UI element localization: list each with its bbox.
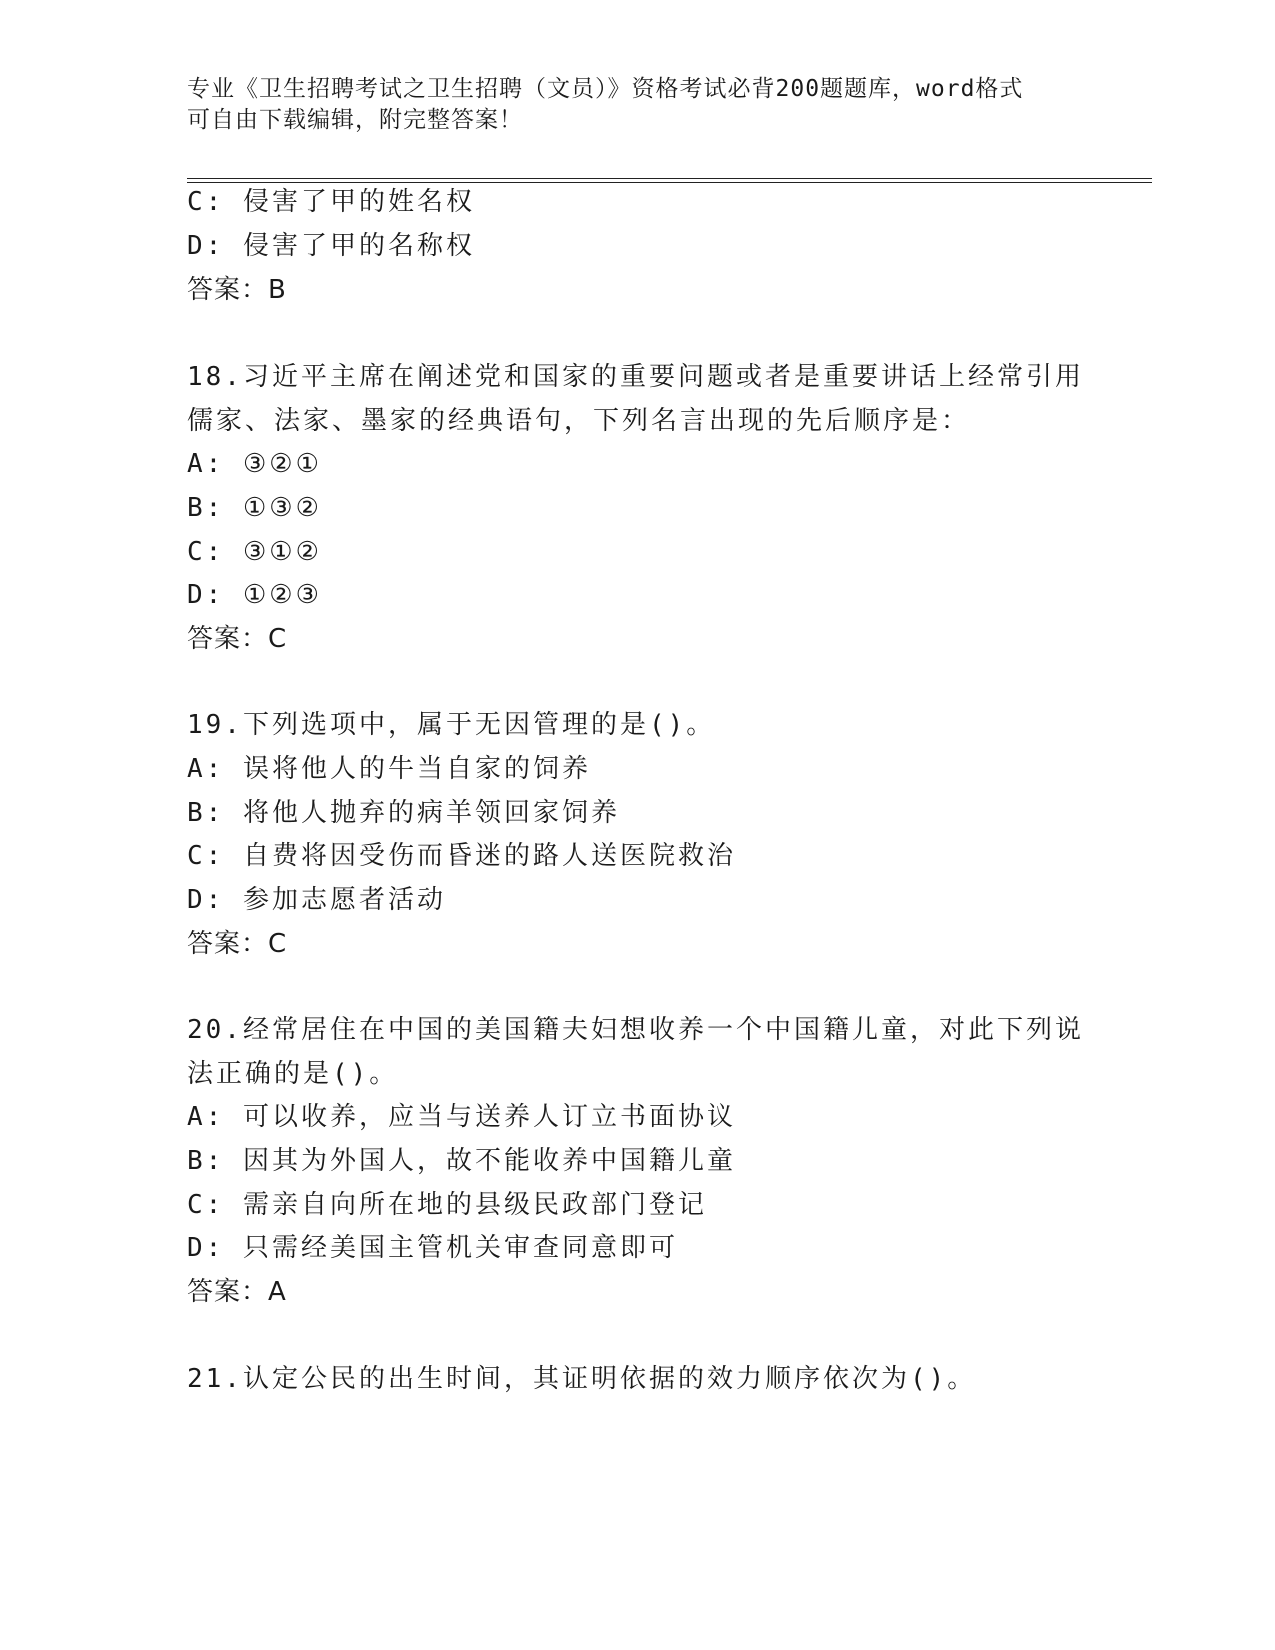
question-18-option-b: B: ①③②	[187, 493, 322, 523]
document-header	[187, 74, 1087, 136]
option-d: D: 侵害了甲的名称权	[187, 231, 475, 261]
question-18-option-d: D: ①②③	[187, 580, 322, 610]
question-20-stem-1: 20.经常居住在中国的美国籍夫妇想收养一个中国籍儿童，对此下列说	[187, 1015, 1084, 1045]
question-18-option-a: A: ③②①	[187, 449, 322, 479]
question-20-option-b: B: 因其为外国人，故不能收养中国籍儿童	[187, 1146, 736, 1176]
header-divider-top	[187, 178, 1152, 179]
question-19-option-a: A: 误将他人的牛当自家的饲养	[187, 754, 591, 784]
question-20-option-d: D: 只需经美国主管机关审查同意即可	[187, 1233, 678, 1263]
question-18-option-c: C: ③①②	[187, 537, 322, 567]
question-20-option-a: A: 可以收养，应当与送养人订立书面协议	[187, 1102, 736, 1132]
question-19-option-b: B: 将他人抛弃的病羊领回家饲养	[187, 798, 620, 828]
question-19-option-d: D: 参加志愿者活动	[187, 885, 446, 915]
question-19-answer: 答案：C	[187, 929, 288, 959]
header-divider-bottom	[187, 182, 1152, 183]
question-21-stem-1: 21.认定公民的出生时间，其证明依据的效力顺序依次为()。	[187, 1364, 977, 1394]
header-line-2: 可自由下载编辑，附完整答案！	[187, 107, 523, 133]
question-18-answer: 答案：C	[187, 624, 288, 654]
answer-line: 答案：B	[187, 275, 287, 305]
question-18-stem-2: 儒家、法家、墨家的经典语句，下列名言出现的先后顺序是：	[187, 406, 971, 436]
question-20-stem-2: 法正确的是()。	[187, 1059, 399, 1089]
question-19-option-c: C: 自费将因受伤而昏迷的路人送医院救治	[187, 841, 736, 871]
question-20-answer: 答案：A	[187, 1277, 287, 1307]
question-19-stem-1: 19.下列选项中，属于无因管理的是()。	[187, 710, 716, 740]
question-20-option-c: C: 需亲自向所在地的县级民政部门登记	[187, 1190, 707, 1220]
option-c: C: 侵害了甲的姓名权	[187, 187, 475, 217]
header-line-1: 专业《卫生招聘考试之卫生招聘（文员）》资格考试必背200题题库，word格式	[187, 76, 1024, 102]
question-18-stem-1: 18.习近平主席在阐述党和国家的重要问题或者是重要讲话上经常引用	[187, 362, 1084, 392]
